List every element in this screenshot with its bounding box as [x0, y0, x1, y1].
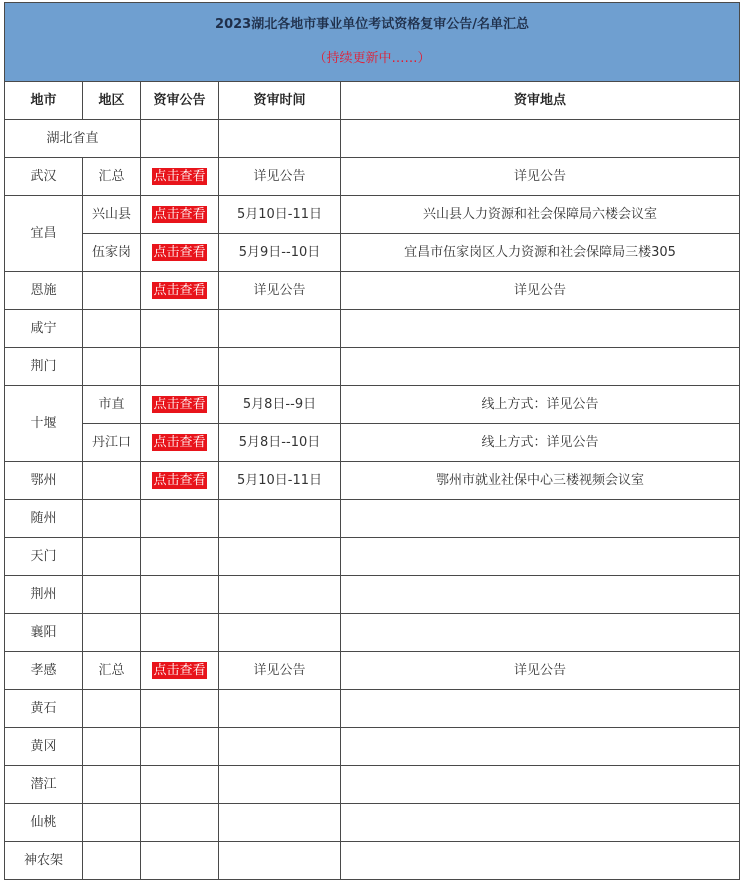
city-cell: 黄冈	[5, 728, 83, 766]
district-cell	[83, 614, 141, 652]
column-header-row	[5, 82, 740, 120]
notice-cell	[141, 842, 219, 880]
notice-cell	[141, 120, 219, 158]
view-notice-link-enshi[interactable]: 点击查看	[153, 283, 206, 298]
view-notice-link-xiaogan[interactable]: 点击查看	[153, 663, 206, 678]
notice-cell	[141, 272, 219, 310]
table-row	[5, 158, 740, 196]
place-cell	[341, 576, 740, 614]
place-cell	[341, 842, 740, 880]
city-cell: 仙桃	[5, 804, 83, 842]
place-cell	[341, 804, 740, 842]
exam-review-table-wrapper	[4, 2, 739, 880]
table-row	[5, 804, 740, 842]
view-notice-link-wuhan[interactable]: 点击查看	[153, 169, 206, 184]
place-cell	[341, 538, 740, 576]
table-row	[5, 386, 740, 424]
notice-cell	[141, 804, 219, 842]
table-row	[5, 576, 740, 614]
city-cell: 恩施	[5, 272, 83, 310]
place-cell	[341, 690, 740, 728]
time-cell: 详见公告	[219, 272, 341, 310]
table-row	[5, 120, 740, 158]
time-cell: 5月10日-11日	[219, 462, 341, 500]
time-cell	[219, 538, 341, 576]
city-cell: 孝感	[5, 652, 83, 690]
district-cell	[83, 310, 141, 348]
notice-cell	[141, 462, 219, 500]
district-cell	[83, 842, 141, 880]
district-cell	[83, 804, 141, 842]
time-cell: 详见公告	[219, 158, 341, 196]
view-notice-link-shiyan-shizhi[interactable]: 点击查看	[153, 397, 206, 412]
city-cell: 湖北省直	[5, 120, 141, 158]
place-cell	[341, 348, 740, 386]
column-header-district: 地区	[83, 82, 141, 120]
city-cell: 武汉	[5, 158, 83, 196]
page-title: 2023湖北各地市事业单位考试资格复审公告/名单汇总	[215, 17, 529, 32]
view-notice-link-xingshan[interactable]: 点击查看	[153, 207, 206, 222]
table-row	[5, 234, 740, 272]
place-cell	[341, 614, 740, 652]
city-cell: 荆门	[5, 348, 83, 386]
column-header-notice: 资审公告	[141, 82, 219, 120]
time-cell: 5月8日--9日	[219, 386, 341, 424]
time-cell	[219, 310, 341, 348]
district-cell: 丹江口	[83, 424, 141, 462]
city-cell: 神农架	[5, 842, 83, 880]
table-row	[5, 538, 740, 576]
update-status-note: （持续更新中……）	[313, 51, 431, 66]
district-cell	[83, 462, 141, 500]
notice-cell	[141, 348, 219, 386]
notice-cell	[141, 234, 219, 272]
notice-cell	[141, 196, 219, 234]
table-row	[5, 424, 740, 462]
notice-cell	[141, 690, 219, 728]
time-cell: 5月8日--10日	[219, 424, 341, 462]
district-cell: 汇总	[83, 158, 141, 196]
district-cell	[83, 690, 141, 728]
table-row	[5, 272, 740, 310]
notice-cell	[141, 386, 219, 424]
district-cell	[83, 728, 141, 766]
district-cell: 伍家岗	[83, 234, 141, 272]
table-row	[5, 842, 740, 880]
city-cell: 襄阳	[5, 614, 83, 652]
district-cell: 市直	[83, 386, 141, 424]
table-header-row	[5, 3, 740, 82]
notice-cell	[141, 424, 219, 462]
column-header-city: 地市	[5, 82, 83, 120]
notice-cell	[141, 728, 219, 766]
time-cell: 5月9日--10日	[219, 234, 341, 272]
district-cell	[83, 766, 141, 804]
table-row	[5, 690, 740, 728]
city-cell: 宜昌	[5, 196, 83, 272]
district-cell: 兴山县	[83, 196, 141, 234]
view-notice-link-wujiagang[interactable]: 点击查看	[153, 245, 206, 260]
time-cell	[219, 728, 341, 766]
table-row	[5, 196, 740, 234]
table-row	[5, 310, 740, 348]
city-cell: 鄂州	[5, 462, 83, 500]
district-cell: 汇总	[83, 652, 141, 690]
table-row	[5, 500, 740, 538]
notice-cell	[141, 500, 219, 538]
place-cell	[341, 500, 740, 538]
table-row	[5, 766, 740, 804]
place-cell	[341, 728, 740, 766]
table-row	[5, 614, 740, 652]
city-cell: 随州	[5, 500, 83, 538]
district-cell	[83, 348, 141, 386]
place-cell: 线上方式：详见公告	[341, 386, 740, 424]
district-cell	[83, 576, 141, 614]
table-row	[5, 348, 740, 386]
table-row	[5, 462, 740, 500]
place-cell	[341, 120, 740, 158]
table-row	[5, 652, 740, 690]
notice-cell	[141, 576, 219, 614]
view-notice-link-danjiangkou[interactable]: 点击查看	[153, 435, 206, 450]
place-cell: 详见公告	[341, 652, 740, 690]
place-cell	[341, 766, 740, 804]
time-cell	[219, 804, 341, 842]
district-cell	[83, 538, 141, 576]
place-cell: 宜昌市伍家岗区人力资源和社会保障局三楼305	[341, 234, 740, 272]
column-header-time: 资审时间	[219, 82, 341, 120]
district-cell	[83, 500, 141, 538]
table-title-cell	[5, 3, 740, 82]
time-cell	[219, 842, 341, 880]
time-cell: 详见公告	[219, 652, 341, 690]
column-header-place: 资审地点	[341, 82, 740, 120]
time-cell	[219, 120, 341, 158]
time-cell	[219, 576, 341, 614]
time-cell	[219, 690, 341, 728]
city-cell: 荆州	[5, 576, 83, 614]
notice-cell	[141, 614, 219, 652]
time-cell	[219, 614, 341, 652]
view-notice-link-ezhou[interactable]: 点击查看	[153, 473, 206, 488]
place-cell: 详见公告	[341, 272, 740, 310]
notice-cell	[141, 158, 219, 196]
notice-cell	[141, 310, 219, 348]
city-cell: 天门	[5, 538, 83, 576]
time-cell	[219, 348, 341, 386]
time-cell: 5月10日-11日	[219, 196, 341, 234]
time-cell	[219, 500, 341, 538]
place-cell: 鄂州市就业社保中心三楼视频会议室	[341, 462, 740, 500]
district-cell	[83, 272, 141, 310]
place-cell: 兴山县人力资源和社会保障局六楼会议室	[341, 196, 740, 234]
place-cell	[341, 310, 740, 348]
city-cell: 潜江	[5, 766, 83, 804]
time-cell	[219, 766, 341, 804]
place-cell: 详见公告	[341, 158, 740, 196]
exam-review-table	[4, 2, 740, 880]
notice-cell	[141, 652, 219, 690]
table-row	[5, 728, 740, 766]
city-cell: 黄石	[5, 690, 83, 728]
notice-cell	[141, 766, 219, 804]
city-cell: 十堰	[5, 386, 83, 462]
city-cell: 咸宁	[5, 310, 83, 348]
place-cell: 线上方式：详见公告	[341, 424, 740, 462]
notice-cell	[141, 538, 219, 576]
